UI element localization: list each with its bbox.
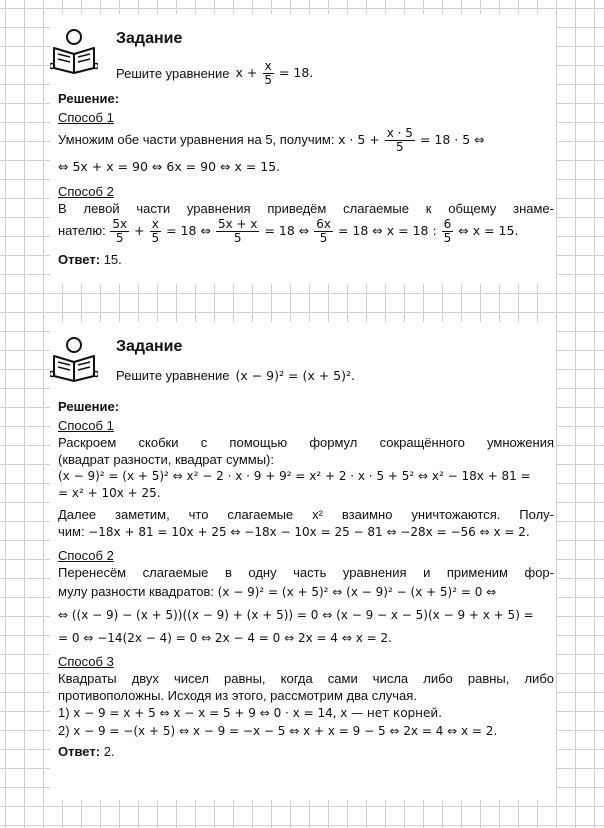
solution-line: Квадраты двух чисел равны, когда сами числа либо равны, либо xyxy=(58,671,554,686)
solution-line: мулу разности квадратов: (x − 9)² = (x + 5)² ⇔ (x − 9)² − (x + 5)² = 0 ⇔ xyxy=(58,584,497,599)
solution xyxy=(58,398,554,760)
method-1-label: Способ 1 xyxy=(58,110,114,125)
task-title: Задание xyxy=(116,30,183,47)
case-1: 1) x − 9 = x + 5 ⇔ x − x = 5 + 9 ⇔ 0 · x = 14, x — нет корней. xyxy=(58,705,442,720)
answer: Ответ: 2. xyxy=(58,744,115,759)
solution-line: противоположны. Исходя из этого, рассмотрим два случая. xyxy=(58,688,417,703)
task-prompt: Решите уравнение x + $\frac{x}{5}$ = 18. xyxy=(116,59,314,87)
solution-line: Умножим обе части уравнения на 5, получим: x · 5 + $\frac{x \cdot 5}{5}$ = 18 · 5 ⇔ xyxy=(58,126,485,154)
task-title: Задание xyxy=(116,338,183,355)
solution-line: Перенесём слагаемые в одну часть уравнения и применим фор- xyxy=(58,565,554,580)
method-2-label: Способ 2 xyxy=(58,184,114,199)
solution-line: = x² + 10x + 25. xyxy=(58,486,161,500)
method-2-label: Способ 2 xyxy=(58,548,114,563)
case-2: 2) x − 9 = −(x + 5) ⇔ x − 9 = −x − 5 ⇔ x + x = 9 − 5 ⇔ 2x = 4 ⇔ x = 2. xyxy=(58,723,498,738)
solution-line: Далее заметим, что слагаемые x² взаимно уничтожаются. Полу- xyxy=(58,507,554,522)
solution-line: нателю: $\frac{5x}{5}$ + $\frac{x}{5}$ = 18 ⇔ $\frac{5x + x}{5}$ = 18 ⇔ $\frac{6x}{5}$ = 18 ⇔ x = 18 : $\frac{6}{5}$ ⇔ x = 15. xyxy=(58,217,519,245)
open-book-icon xyxy=(50,336,98,382)
method-1-label: Способ 1 xyxy=(58,418,114,433)
solution-line: чим: −18x + 81 = 10x + 25 ⇔ −18x − 10x = 25 − 81 ⇔ −28x = −56 ⇔ x = 2. xyxy=(58,524,530,539)
solution-line: (квадрат разности, квадрат суммы): xyxy=(58,452,274,467)
solution-line: = 0 ⇔ −14(2x − 4) = 0 ⇔ 2x − 4 = 0 ⇔ 2x = 4 ⇔ x = 2. xyxy=(58,631,392,645)
solution-line: ⇔ ((x − 9) − (x + 5))((x − 9) + (x + 5)) = 0 ⇔ (x − 9 − x − 5)(x − 9 + x + 5) = xyxy=(58,608,534,622)
solution-label: Решение: xyxy=(58,91,120,106)
open-book-icon xyxy=(50,28,98,74)
solution-line: ⇔ 5x + x = 90 ⇔ 6x = 90 ⇔ x = 15. xyxy=(58,159,281,174)
solution-line: (x − 9)² = (x + 5)² ⇔ x² − 2 · x · 9 + 9² = x² + 2 · x · 5 + 5² ⇔ x² − 18x + 81 = xyxy=(58,469,531,483)
answer: Ответ: 15. xyxy=(58,252,122,267)
solution-line: В левой части уравнения приведём слагаемые к общему знаме- xyxy=(58,201,554,216)
task-card-2 xyxy=(50,322,556,800)
task-prompt: Решите уравнение (x − 9)² = (x + 5)². xyxy=(116,368,355,383)
solution-label: Решение: xyxy=(58,399,120,414)
solution xyxy=(58,90,554,268)
method-3-label: Способ 3 xyxy=(58,654,114,669)
solution-line: Раскроем скобки с помощью формул сокращённого умножения xyxy=(58,435,554,450)
task-card-1 xyxy=(50,14,556,284)
